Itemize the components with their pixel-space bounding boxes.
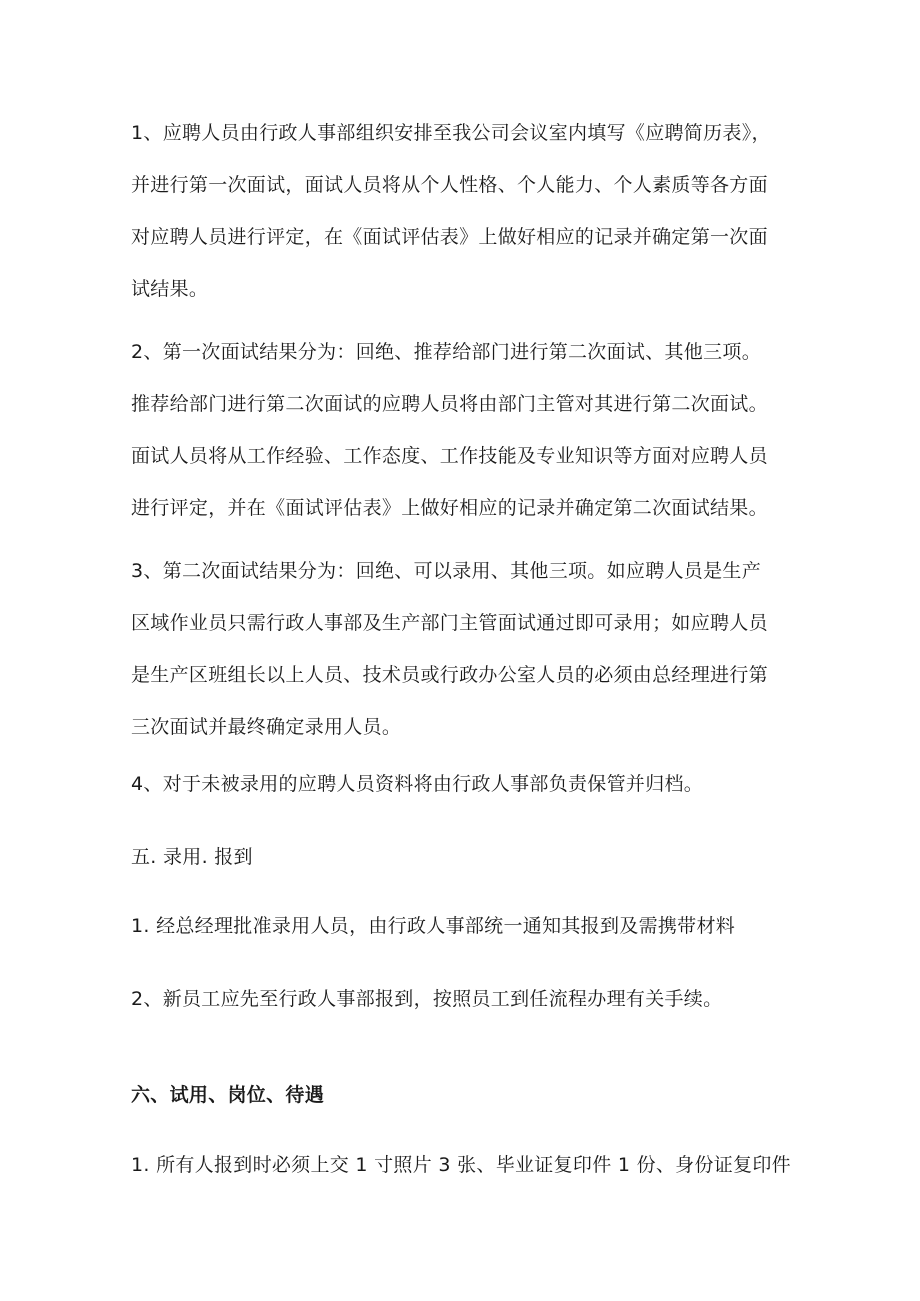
text-line: 进行评定，并在《面试评估表》上做好相应的记录并确定第二次面试结果。	[131, 497, 768, 519]
section-5-title	[131, 831, 811, 883]
text-line: 推荐给部门进行第二次面试的应聘人员将由部门主管对其进行第二次面试。	[131, 393, 768, 415]
text-line: 2、新员工应先至行政人事部报到，按照员工到任流程办理有关手续。	[131, 988, 723, 1010]
text-line: 1. 经总经理批准录用人员，由行政人事部统一通知其报到及需携带材料	[131, 915, 736, 937]
text-line: 2、第一次面试结果分为：回绝、推荐给部门进行第二次面试、其他三项。	[131, 341, 761, 363]
section-5-item-1	[131, 900, 811, 952]
paragraph-interview-step-3	[131, 545, 811, 753]
text-line: 4、对于未被录用的应聘人员资料将由行政人事部负责保管并归档。	[131, 773, 704, 795]
text-line: 面试人员将从工作经验、工作态度、工作技能及专业知识等方面对应聘人员	[131, 445, 768, 467]
paragraph-interview-step-1	[131, 107, 811, 315]
section-title: 五. 录用. 报到	[131, 846, 253, 868]
section-6-title	[131, 1069, 811, 1121]
paragraph-interview-step-2	[131, 326, 811, 534]
text-line: 1. 所有人报到时必须上交 1 寸照片 3 张、毕业证复印件 1 份、身份证复印件	[131, 1154, 791, 1176]
text-line: 是生产区班组长以上人员、技术员或行政办公室人员的必须由总经理进行第	[131, 664, 768, 686]
section-5-item-2	[131, 973, 811, 1025]
section-6-item-1	[131, 1139, 811, 1191]
text-line: 并进行第一次面试，面试人员将从个人性格、个人能力、个人素质等各方面	[131, 174, 768, 196]
paragraph-interview-step-4	[131, 758, 811, 810]
section-title: 六、试用、岗位、待遇	[131, 1084, 325, 1106]
text-line: 试结果。	[131, 278, 209, 300]
text-line: 区域作业员只需行政人事部及生产部门主管面试通过即可录用；如应聘人员	[131, 612, 768, 634]
text-line: 3、第二次面试结果分为：回绝、可以录用、其他三项。如应聘人员是生产	[131, 560, 761, 582]
text-line: 对应聘人员进行评定，在《面试评估表》上做好相应的记录并确定第一次面	[131, 226, 768, 248]
text-line: 三次面试并最终确定录用人员。	[131, 716, 402, 738]
text-line: 1、应聘人员由行政人事部组织安排至我公司会议室内填写《应聘简历表》，	[131, 122, 771, 144]
